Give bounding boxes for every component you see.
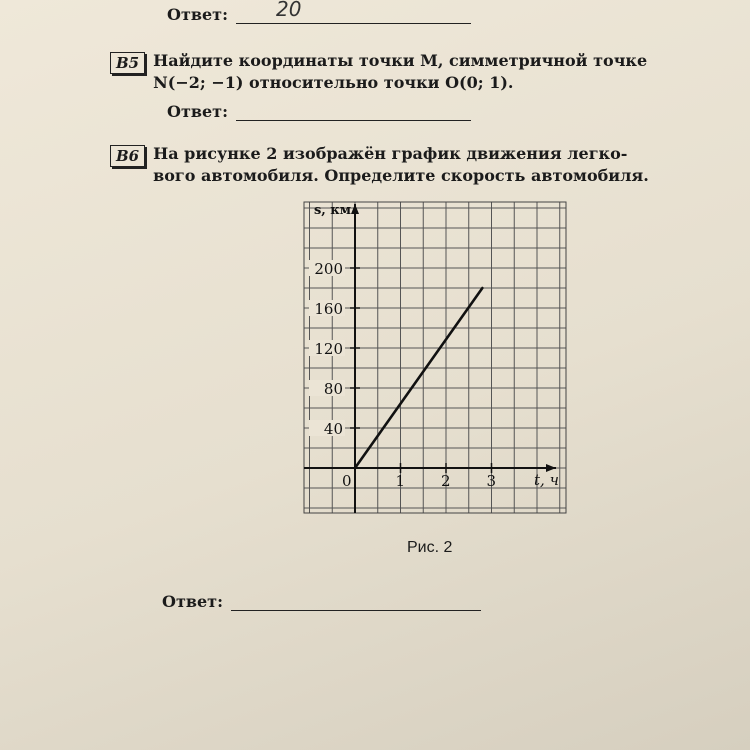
- y-axis-label: s, км: [313, 203, 351, 218]
- answer-label: Ответ:: [167, 5, 228, 24]
- task-b5-line2: N(−2; −1) относительно точки O(0; 1).: [153, 73, 514, 92]
- origin-label: 0: [342, 472, 352, 490]
- answer-row-prev: [167, 0, 471, 24]
- y-axis-arrow: [351, 204, 359, 214]
- answer-row-b5: [167, 102, 471, 121]
- x-tick-label: 1: [395, 472, 406, 490]
- y-tick-label: 200: [314, 260, 343, 278]
- answer-label: Ответ:: [162, 592, 223, 611]
- x-tick-label: 2: [441, 472, 451, 490]
- task-text-b5: [153, 50, 647, 94]
- task-b6-line1: На рисунке 2 изображён график движения легко-: [153, 144, 628, 163]
- y-tick-label: 40: [323, 420, 343, 438]
- answer-row-b6: [162, 592, 481, 611]
- task-text-b6: [153, 143, 649, 187]
- y-tick-label: 160: [314, 300, 343, 318]
- chart-series: [355, 288, 482, 468]
- y-tick-label: 80: [323, 380, 343, 398]
- answer-line-b6: [231, 592, 481, 611]
- chart-grid: [304, 202, 566, 513]
- task-b6: [110, 143, 649, 187]
- x-tick-label: 3: [486, 472, 497, 490]
- motion-graph: [296, 196, 576, 521]
- chart-ticks: [309, 260, 496, 490]
- task-badge-b6: B6: [110, 145, 145, 167]
- answer-label: Ответ:: [167, 102, 228, 121]
- x-axis-label: t, ч: [534, 471, 559, 489]
- handwritten-answer: 20: [275, 0, 302, 21]
- task-badge-b5: B5: [110, 52, 145, 74]
- answer-line-prev: [236, 0, 471, 24]
- task-b5: [110, 50, 647, 94]
- task-b6-line2: вого автомобиля. Определите скорость автомобиля.: [153, 166, 649, 185]
- task-b5-line1: Найдите координаты точки M, симметричной точке: [153, 51, 648, 70]
- figure-caption: Рис. 2: [407, 539, 453, 556]
- grid-border: [304, 202, 566, 513]
- answer-line-b5: [236, 102, 471, 121]
- series-line: [355, 288, 482, 468]
- y-tick-label: 120: [314, 340, 343, 358]
